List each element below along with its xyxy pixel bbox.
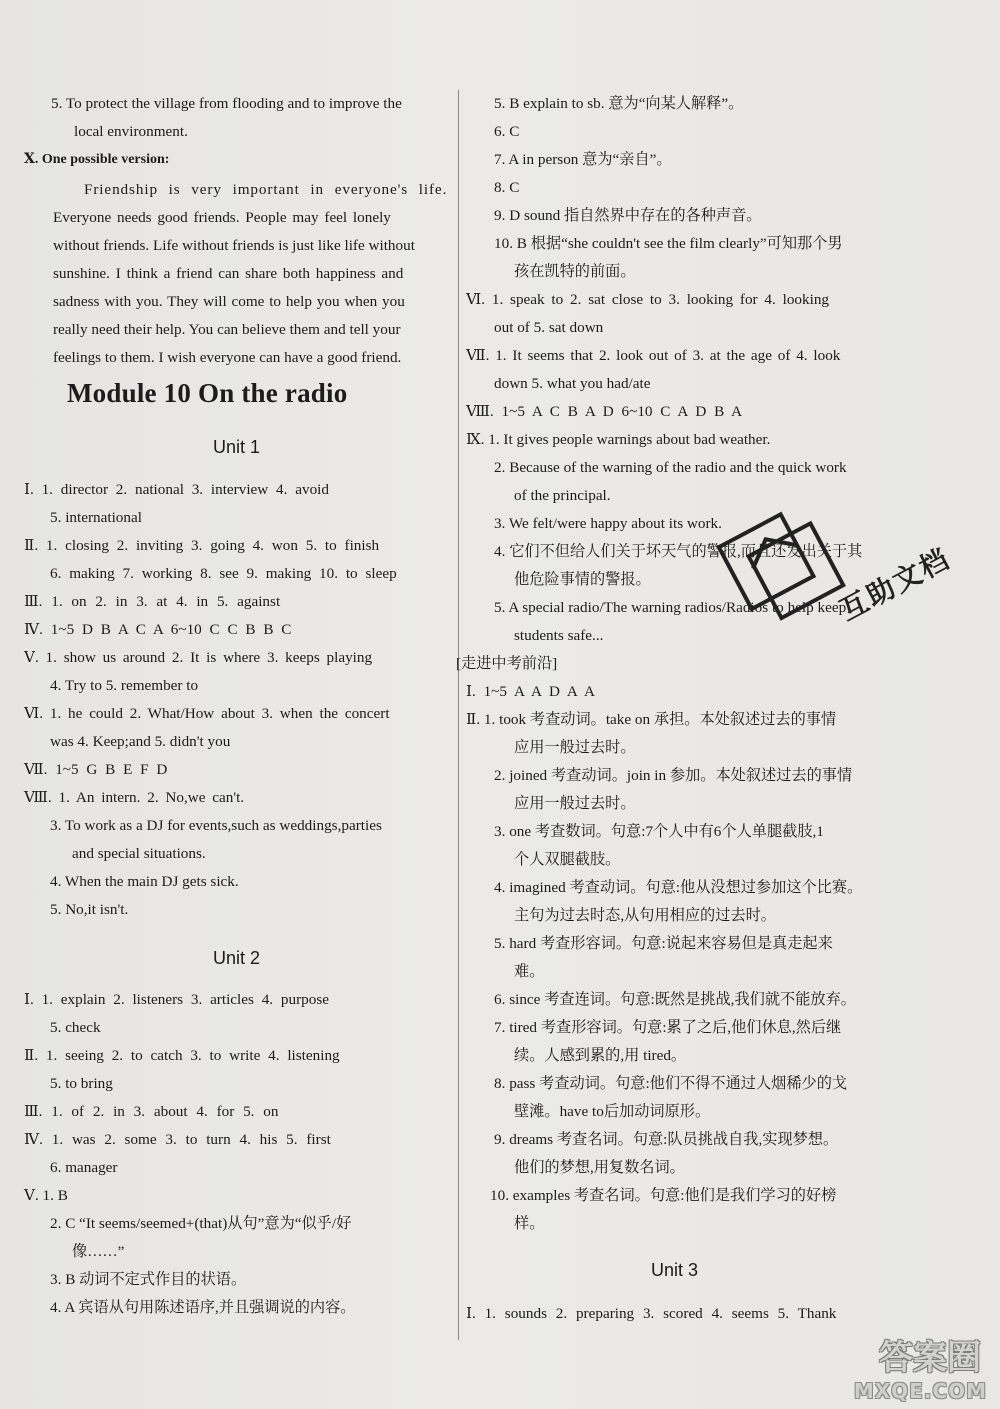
text-line: Ⅷ. 1. An intern. 2. No,we can't. <box>24 789 245 806</box>
text-line: 6. making 7. working 8. see 9. making 10. to sleep <box>50 565 397 582</box>
watermark-domain: MXQE.COM <box>853 1379 987 1403</box>
text-line: down 5. what you had/ate <box>494 375 651 392</box>
text-line: out of 5. sat down <box>494 319 604 336</box>
text-line: 难。 <box>514 963 545 980</box>
text-line: Ⅱ. 1. took 考查动词。take on 承担。本处叙述过去的事情 <box>466 711 837 728</box>
text-line: really need their help. You can believe them and tell your <box>53 321 401 338</box>
text-line: 5. B explain to sb. 意为“向某人解释”。 <box>494 95 744 112</box>
text-line: was 4. Keep;and 5. didn't you <box>50 733 231 750</box>
text-line: local environment. <box>74 123 188 140</box>
watermark <box>780 1330 995 1405</box>
text-line: of the principal. <box>514 487 611 504</box>
text-line: Ⅵ. 1. speak to 2. sat close to 3. looking for 4. looking <box>466 291 830 308</box>
unit-heading: Unit 1 <box>212 437 261 457</box>
text-line: 壁滩。have to后加动词原形。 <box>514 1103 711 1120</box>
text-line: 样。 <box>514 1215 545 1232</box>
column-divider <box>458 90 459 1340</box>
svg-text:互助文档: 互助文档 <box>834 541 956 628</box>
text-line: 2. joined 考查动词。join in 参加。本处叙述过去的事情 <box>494 767 853 784</box>
text-line: 应用一般过去时。 <box>514 795 636 812</box>
text-line: Ⅰ. 1. sounds 2. preparing 3. scored 4. seems 5. Thank <box>466 1305 837 1322</box>
text-line: 10. examples 考查名词。句意:他们是我们学习的好榜 <box>490 1187 837 1204</box>
text-line: 续。人感到累的,用 tired。 <box>514 1047 687 1064</box>
text-line: 5. hard 考查形容词。句意:说起来容易但是真走起来 <box>494 935 833 952</box>
section-heading: Ⅹ. One possible version: <box>24 152 170 167</box>
text-line: and special situations. <box>72 845 206 862</box>
text-line: 9. dreams 考查名词。句意:队员挑战自我,实现梦想。 <box>494 1131 839 1148</box>
text-line: 4. imagined 考查动词。句意:他从没想过参加这个比赛。 <box>494 879 863 896</box>
text-line: Ⅳ. 1. was 2. some 3. to turn 4. his 5. first <box>24 1131 331 1148</box>
text-line: students safe... <box>514 627 604 644</box>
text-line: sunshine. I think a friend can share both happiness and <box>53 265 404 282</box>
text-line: 4. When the main DJ gets sick. <box>50 873 239 890</box>
text-line: Ⅳ. 1~5 D B A C A 6~10 C C B B C <box>24 621 292 638</box>
text-line: 个人双腿截肢。 <box>514 851 621 868</box>
text-line: 5. No,it isn't. <box>50 901 129 918</box>
text-line: 2. C “It seems/seemed+(that)从句”意为“似乎/好 <box>50 1215 352 1232</box>
stamp-logo <box>700 472 956 672</box>
text-line: Friendship is very important in everyone's life. <box>84 181 448 198</box>
text-line: 6. C <box>494 123 520 140</box>
text-line: sadness with you. They will come to help you when you <box>53 293 405 310</box>
text-line: Ⅶ. 1. It seems that 2. look out of 3. at the age of 4. look <box>466 347 841 364</box>
text-line: 孩在凯特的前面。 <box>514 263 636 280</box>
text-line: 5. check <box>50 1019 101 1036</box>
text-line: Ⅰ. 1. explain 2. listeners 3. articles 4. purpose <box>24 991 329 1008</box>
text-line: 10. B 根据“she couldn't see the film clearly”可知那个男 <box>494 235 843 252</box>
text-line: Ⅱ. 1. seeing 2. to catch 3. to write 4. listening <box>24 1047 340 1064</box>
text-line: Ⅰ. 1. director 2. national 3. interview 4. avoid <box>24 481 329 498</box>
text-line: 8. C <box>494 179 520 196</box>
text-line: feelings to them. I wish everyone can have a good friend. <box>53 349 402 366</box>
text-line: without friends. Life without friends is just like life without <box>53 237 415 254</box>
text-line: 3. B 动词不定式作目的状语。 <box>50 1271 247 1288</box>
text-line: 6. since 考查连词。句意:既然是挑战,我们就不能放弃。 <box>494 991 856 1008</box>
unit-heading: Unit 3 <box>650 1260 699 1280</box>
text-line: Everyone needs good friends. People may feel lonely <box>53 209 391 226</box>
text-line: 4. A 宾语从句用陈述语序,并且强调说的内容。 <box>50 1299 356 1316</box>
text-line: Ⅴ. 1. B <box>24 1187 68 1204</box>
unit-heading: Unit 2 <box>212 948 261 968</box>
text-line: Ⅴ. 1. show us around 2. It is where 3. keeps playing <box>24 649 373 666</box>
text-line: 3. We felt/were happy about its work. <box>494 515 722 532</box>
text-line: 他们的梦想,用复数名词。 <box>514 1159 685 1176</box>
text-line: 3. To work as a DJ for events,such as weddings,parties <box>50 817 382 834</box>
text-line: Ⅰ. 1~5 A A D A A <box>466 683 595 700</box>
text-line: 7. tired 考查形容词。句意:累了之后,他们休息,然后继 <box>494 1019 842 1036</box>
text-line: 5. to bring <box>50 1075 113 1092</box>
text-line: Ⅷ. 1~5 A C B A D 6~10 C A D B A <box>466 403 743 420</box>
text-line: Ⅱ. 1. closing 2. inviting 3. going 4. won 5. to finish <box>24 537 380 554</box>
text-line: 他危险事情的警报。 <box>514 571 651 588</box>
text-line: 8. pass 考查动词。句意:他们不得不通过人烟稀少的戈 <box>494 1075 848 1092</box>
section-heading: [走进中考前沿] <box>456 655 558 672</box>
text-line: 4. Try to 5. remember to <box>50 677 199 694</box>
text-line: 5. international <box>50 509 142 526</box>
text-line: 9. D sound 指自然界中存在的各种声音。 <box>494 207 762 224</box>
text-line: 像……” <box>72 1243 125 1260</box>
text-line: 3. one 考查数词。句意:7个人中有6个人单腿截肢,1 <box>494 823 824 840</box>
text-line: Ⅲ. 1. of 2. in 3. about 4. for 5. on <box>24 1103 279 1120</box>
text-line: 2. Because of the warning of the radio and the quick work <box>494 459 847 476</box>
text-line: 主句为过去时态,从句用相应的过去时。 <box>514 907 776 924</box>
text-line: Ⅸ. 1. It gives people warnings about bad weather. <box>466 431 771 448</box>
watermark-cn: 答案圈 <box>879 1338 981 1378</box>
text-line: 7. A in person 意为“亲自”。 <box>494 151 672 168</box>
text-line: Ⅶ. 1~5 G B E F D <box>24 761 168 778</box>
text-line: 4. 它们不但给人们关于坏天气的警报,而且还发出关于其 <box>494 543 863 560</box>
module-title: Module 10 On the radio <box>67 378 348 408</box>
text-line: 6. manager <box>50 1159 118 1176</box>
text-line: 应用一般过去时。 <box>514 739 636 756</box>
text-line: 5. To protect the village from flooding and to improve the <box>51 95 402 112</box>
text-line: 5. A special radio/The warning radios/Radios to help keep <box>494 599 847 616</box>
text-line: Ⅵ. 1. he could 2. What/How about 3. when the concert <box>24 705 390 722</box>
text-line: Ⅲ. 1. on 2. in 3. at 4. in 5. against <box>24 593 281 610</box>
